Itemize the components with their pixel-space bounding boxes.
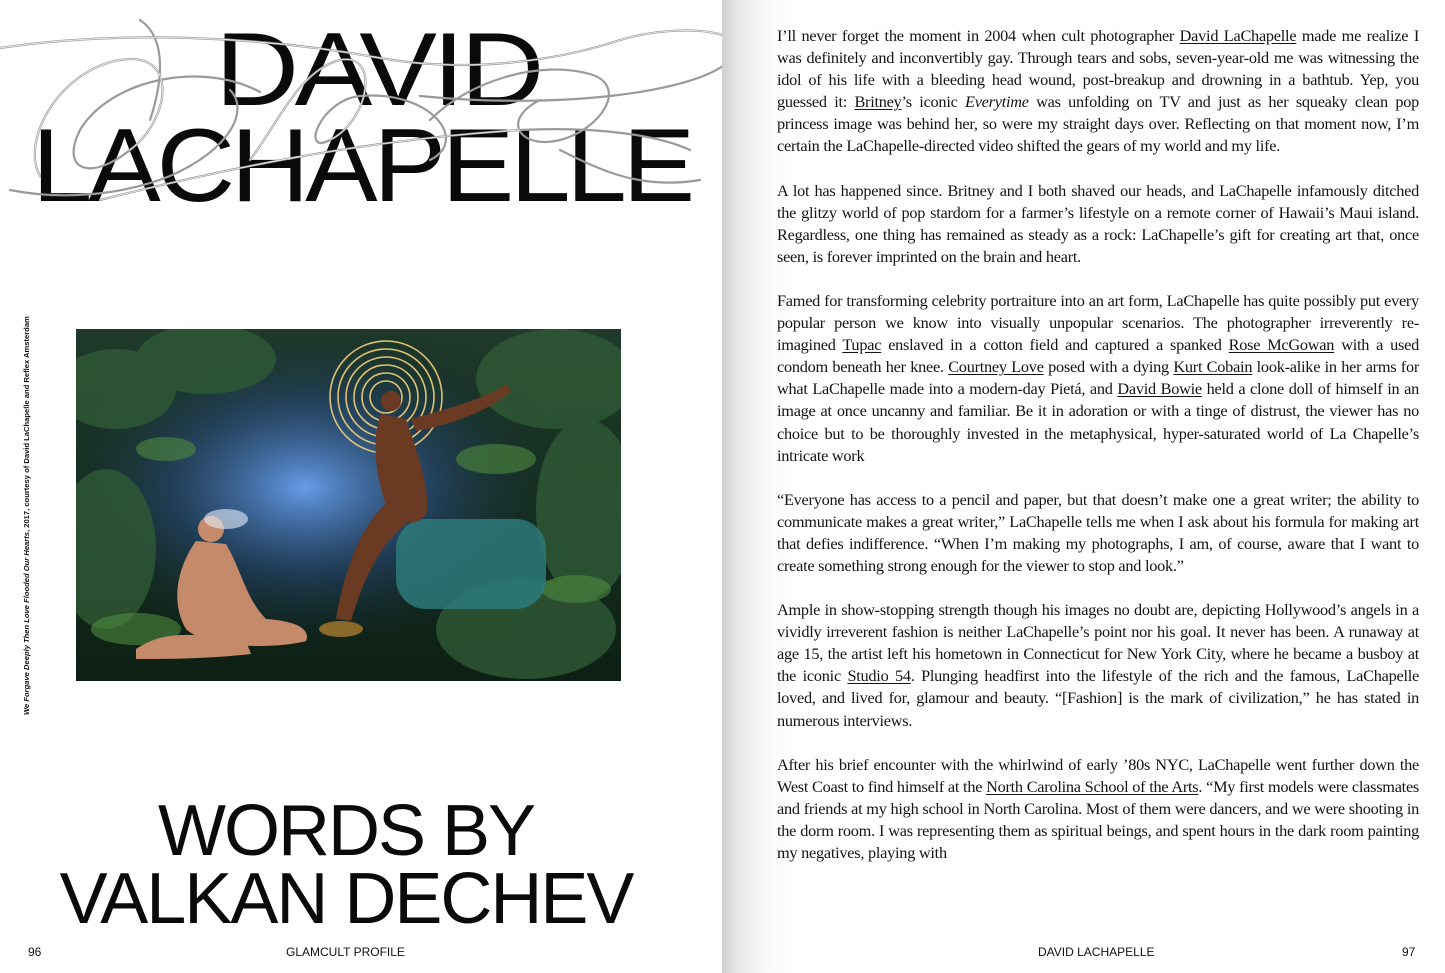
photo-credit (22, 295, 31, 715)
right-page (722, 0, 1445, 973)
photo-credit-rest: , 2017, courtesy of David LaChapelle and Reflex Amsterdam (22, 316, 31, 532)
paragraph-5 (777, 599, 1419, 732)
link-britney[interactable]: Britney (854, 92, 902, 112)
p3-text-a: Famed for transforming celebrity portraiture into an art form, LaChapelle has quite possibly put every popular person we know into visually unpopular scenarios. The photographer irreverently re-imagined (777, 290, 1419, 355)
section-label-right: DAVID LACHAPELLE (1038, 945, 1155, 959)
p1-text-b: made me realize I was definitely and inconvertibly gay. Through tears and sobs, seven-year-old me was witnessing the idol of his life with a bleeding head wound, post-breakup and drowning in a bathtub. Yep, you guessed it: (777, 26, 1419, 112)
p6-text-a: After his brief encounter with the whirlwind of early ’80s NYC, LaChapelle went further down the West Coast to find himself at the (777, 754, 1419, 796)
link-tupac[interactable]: Tupac (842, 335, 882, 355)
link-courtney-love[interactable]: Courtney Love (948, 357, 1044, 377)
p1-text-c: ’s iconic (901, 92, 965, 112)
article-body (777, 25, 1419, 886)
link-kurt-cobain[interactable]: Kurt Cobain (1173, 357, 1253, 377)
p3-text-c: with a used condom beneath her knee. (777, 335, 1419, 377)
p3-text-b: enslaved in a cotton field and captured a spanked (881, 335, 1229, 355)
paragraph-4: “Everyone has access to a pencil and paper, but that doesn’t make one a great writer; the ability to communicate makes a great writer,” LaChapelle tells me when I ask about his formula for making art that defies indifference. “When I’m making my photographs, I am, of course, aware that I want to create something strong enough for the viewer to stop and look.” (777, 489, 1419, 575)
p3-text-d: posed with a dying (1043, 357, 1174, 377)
section-label-left: GLAMCULT PROFILE (286, 945, 405, 959)
left-page (0, 0, 722, 973)
p3-text-f: held a clone doll of himself in an image at once uncanny and familiar. Be it in adoration or with a tinge of distrust, the viewer has no choice but to be thoroughly invested in the metaphysical, hyper-saturated world of La Chapelle’s intricate work (777, 379, 1419, 465)
byline-line-1: WORDS BY (157, 791, 535, 871)
paragraph-3 (777, 290, 1419, 467)
byline-line-2: VALKAN DECHEV (59, 859, 633, 939)
p1-italic-everytime: Everytime (965, 92, 1029, 112)
link-rose-mcgowan[interactable]: Rose McGowan (1228, 335, 1335, 355)
page-number-right: 97 (1402, 945, 1416, 959)
title-line-2: LACHAPELLE (32, 108, 691, 224)
p5-text-a: Ample in show-stopping strength though his images no doubt are, depicting Hollywood’s angels in a vividly irreverent fashion is neither LaChapelle’s point nor his goal. It never has been. A runaway at age 15, the artist left his hometown in Connecticut for New York City, where he became a busboy at the iconic (777, 600, 1419, 686)
paragraph-2: A lot has happened since. Britney and I both shaved our heads, and LaChapelle infamously ditched the glitzy world of pop stardom for a farmer’s lifestyle on a remote corner of Hawaii’s Maui island. Regardless, one thing has remained as steady as a rock: LaChapelle’s gift for creating art that, once seen, is forever imprinted on the brain and heart. (777, 180, 1419, 266)
photo-credit-title: We Forgave Deeply Then Love Flooded Our Hearts (22, 532, 31, 715)
link-david-bowie[interactable]: David Bowie (1117, 379, 1202, 399)
featured-photograph (76, 329, 621, 681)
title-block (0, 0, 722, 240)
p5-text-b: . Plunging headfirst into the lifestyle of the rich and the famous, LaChapelle loved, and lived for, glamour and beauty. “[Fashion] is the mark of civilization,” he has stated in numerous interviews. (777, 666, 1419, 730)
link-david-lachapelle[interactable]: David LaChapelle (1179, 26, 1297, 45)
paragraph-6 (777, 754, 1419, 864)
paragraph-1 (777, 25, 1419, 158)
link-north-carolina-school-of-the-arts[interactable]: North Carolina School of the Arts (986, 776, 1199, 796)
p3-text-e: look-alike in her arms for what LaChapelle made into a modern-day Pietá, and (777, 357, 1420, 399)
page-number-left: 96 (28, 945, 42, 959)
chrome-script-ornament (0, 0, 722, 240)
p1-text-d: was unfolding on TV and just as her squeaky clean pop princess image was behind her, so were my straight days over. Reflecting on that moment now, I’m certain the LaChapelle-directed video shifted the gears of my world and my life. (777, 92, 1420, 156)
p1-text-a: I’ll never forget the moment in 2004 when cult photographer (777, 26, 1180, 45)
link-studio-54[interactable]: Studio 54 (847, 666, 911, 686)
title-line-1: DAVID (215, 12, 540, 128)
p6-text-b: . “My first models were classmates and friends at my high school in North Carolina. Most of them were dancers, and we were shooting in the dorm room. I was representing them as spiritual beings, and spent hours in the dark room painting my negatives, playing with (777, 776, 1420, 862)
